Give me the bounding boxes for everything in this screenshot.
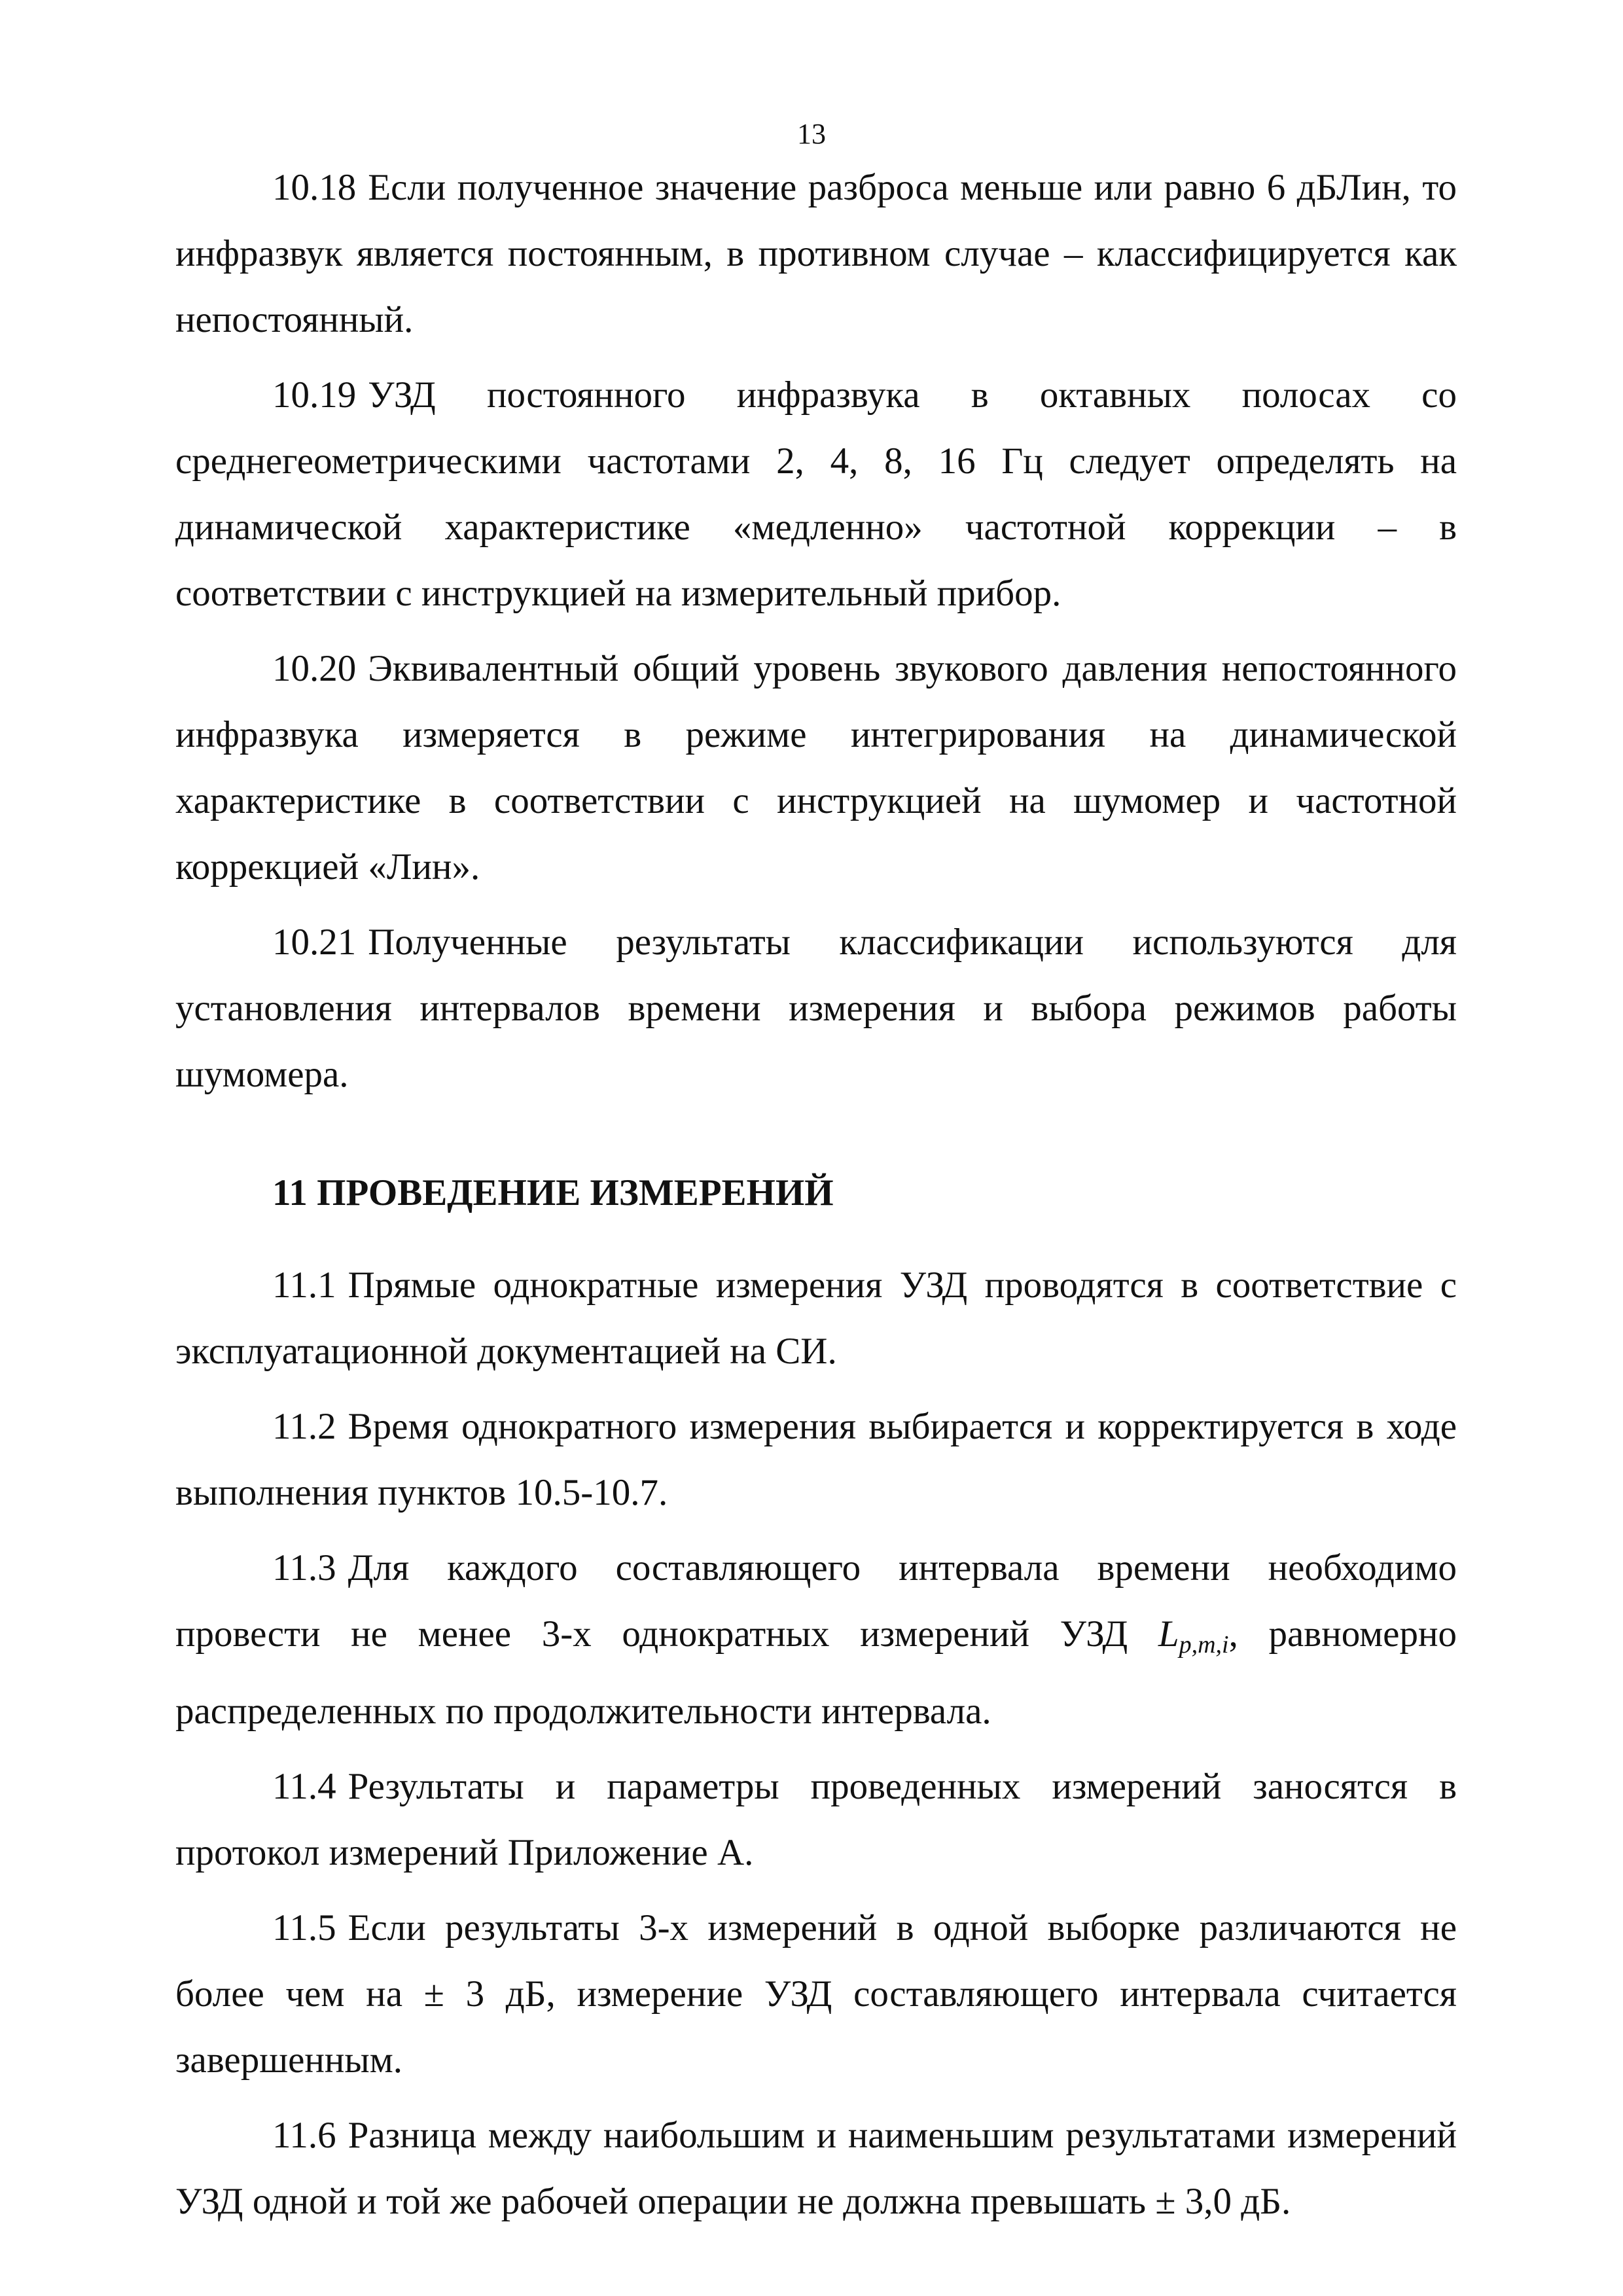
clause-number: 10.18: [272, 167, 357, 208]
clause-number: 10.19: [272, 374, 357, 416]
paragraph-11-5: [175, 1895, 1457, 2093]
clause-text: Результаты и параметры проведенных измерений заносятся в протокол измерений Приложение А.: [175, 1766, 1457, 1873]
clause-text-continued: , равномерно распределенных по продолжительности интервала.: [175, 1613, 1457, 1732]
clause-text: УЗД постоянного инфразвука в октавных полосах со среднегеометрическими частотами 2, 4, 8, 16 Гц следует определять на динамической характеристике «медленно» частотной коррекции – в соответствии с инструкцией на измерительный прибор.: [175, 374, 1457, 614]
paragraph-11-2: [175, 1393, 1457, 1526]
clause-number: 11.2: [272, 1406, 336, 1447]
clause-text: Полученные результаты классификации используются для установления интервалов времени измерения и выбора режимов работы шумомера.: [175, 922, 1457, 1095]
paragraph-10-20: [175, 636, 1457, 900]
clause-text: Если результаты 3-х измерений в одной выборке различаются не более чем на ± 3 дБ, измерение УЗД составляющего интервала считается завершенным.: [175, 1907, 1457, 2081]
clause-number: 10.20: [272, 648, 357, 689]
paragraph-11-6: [175, 2102, 1457, 2234]
paragraph-10-21: [175, 909, 1457, 1107]
clause-number: 10.21: [272, 922, 357, 963]
paragraph-11-1: [175, 1252, 1457, 1384]
clause-text: Для каждого составляющего интервала времени необходимо провести не менее 3-х однократных измерений УЗД: [175, 1547, 1457, 1655]
paragraph-10-18: [175, 154, 1457, 353]
clause-number: 11.5: [272, 1907, 336, 1948]
symbol-subscript: p,m,i: [1179, 1631, 1229, 1659]
page-number: 13: [797, 118, 826, 150]
clause-number: 11.4: [272, 1766, 336, 1807]
clause-number: 11.3: [272, 1547, 336, 1588]
clause-number: 11.1: [272, 1265, 336, 1306]
clause-text: Эквивалентный общий уровень звукового давления непостоянного инфразвука измеряется в режиме интегрирования на динамической характеристике в соответствии с инструкцией на шумомер и частотной коррекцией «Лин».: [175, 648, 1457, 888]
clause-text: Время однократного измерения выбирается и корректируется в ходе выполнения пунктов 10.5-10.7.: [175, 1406, 1457, 1513]
clause-number: 11.6: [272, 2115, 336, 2156]
paragraph-11-3: [175, 1535, 1457, 1744]
clause-text: Если полученное значение разброса меньше или равно 6 дБЛин, то инфразвук является постоянным, в противном случае – классифицируется как непостоянный.: [175, 167, 1457, 340]
clause-text: Разница между наибольшим и наименьшим результатами измерений УЗД одной и той же рабочей операции не должна превышать ± 3,0 дБ.: [175, 2115, 1457, 2222]
paragraph-10-19: [175, 362, 1457, 626]
paragraph-11-4: [175, 1753, 1457, 1886]
document-body: [175, 154, 1457, 2234]
symbol-l: L: [1158, 1613, 1179, 1655]
clause-text: Прямые однократные измерения УЗД проводятся в соответствие с эксплуатационной документацией на СИ.: [175, 1265, 1457, 1372]
section-heading: 11 ПРОВЕДЕНИЕ ИЗМЕРЕНИЙ: [272, 1172, 834, 1213]
